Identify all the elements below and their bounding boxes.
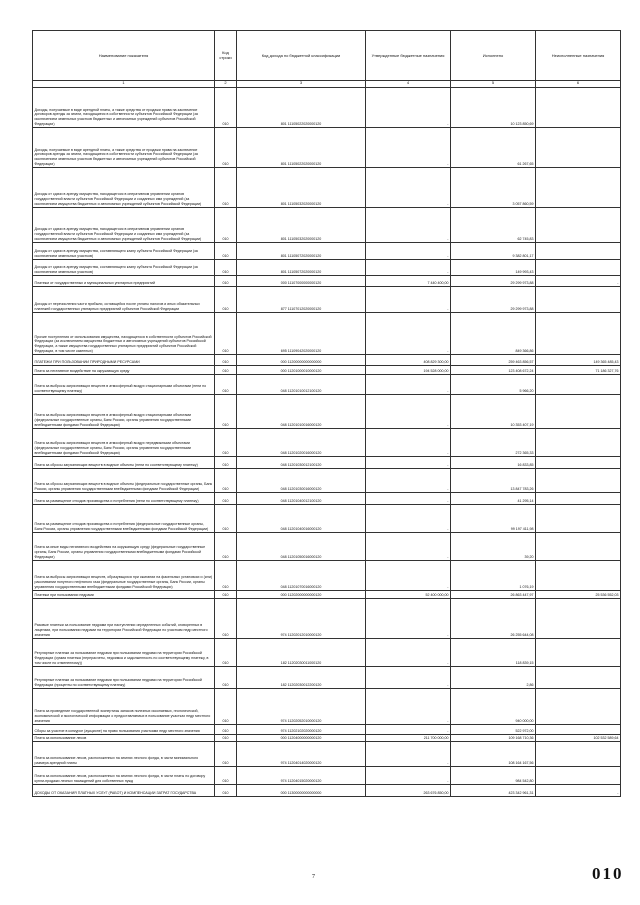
row-code: 010 — [215, 784, 237, 796]
row-budget-code: 974 11204015020000120 — [237, 766, 366, 784]
row-unexecuted — [536, 598, 621, 638]
row-name: Доходы от сдачи в аренду имущества, составляющего казну субъекта Российской Федерации (за исключением земельных участков) — [33, 242, 215, 259]
table-row — [33, 374, 621, 394]
row-code: 010 — [215, 87, 237, 127]
row-approved: 211 700 000,00 — [366, 734, 451, 741]
header-budget-code: Код дохода по бюджетной классификации — [237, 31, 366, 81]
colnum: 3 — [237, 80, 366, 87]
row-code: 010 — [215, 456, 237, 468]
row-executed: 2,86 — [451, 666, 536, 688]
row-budget-code: 048 11201040012100120 — [237, 492, 366, 504]
row-budget-code: 000 11204000000000120 — [237, 734, 366, 741]
row-executed: 522 972,00 — [451, 724, 536, 734]
row-budget-code: 801 11105072020000120 — [237, 242, 366, 259]
row-name: Доходы, получаемые в виде арендной платы, а также средства от продажи права на заключение договоров аренды за земли, находящиеся в собственности субъектов Российской Федерации (за исключением земельных участков бюджетных и автономных учреждений субъектов Российской Федерации) — [33, 87, 215, 127]
row-unexecuted: 149 365 485,43 — [536, 354, 621, 365]
row-name: Плата за выбросы загрязняющих веществ в атмосферный воздух передвижными объектами (федеральные государственные органы, Банк России, органы управления государственными внебюджетными фондами Российской Федерации) — [33, 428, 215, 456]
table-row — [33, 492, 621, 504]
row-unexecuted: - — [536, 784, 621, 796]
row-executed: 99 197 411,98 — [451, 504, 536, 532]
row-code: 010 — [215, 365, 237, 374]
header-unexecuted: Неисполненные назначения — [536, 31, 621, 81]
row-code: 010 — [215, 468, 237, 492]
table-row — [33, 724, 621, 734]
row-unexecuted — [536, 468, 621, 492]
row-executed: 423 342 961,31 — [451, 784, 536, 796]
row-code: 010 — [215, 741, 237, 766]
row-approved: - — [366, 741, 451, 766]
row-approved: 263 676 850,00 — [366, 784, 451, 796]
row-approved: - — [366, 207, 451, 242]
row-approved: - — [366, 394, 451, 428]
row-code: 010 — [215, 598, 237, 638]
row-approved: - — [366, 242, 451, 259]
table-row — [33, 354, 621, 365]
row-approved: - — [366, 560, 451, 590]
row-budget-code: 000 11202000000000120 — [237, 590, 366, 598]
row-approved: - — [366, 374, 451, 394]
row-approved: - — [366, 259, 451, 275]
row-name: Доходы от сдачи в аренду имущества, находящегося в оперативном управлении органов государственной власти субъектов Российской Федерации и созданных ими учреждений (за исключением имущества бюджетных и автономных учреждений субъектов Российской Федерации) — [33, 207, 215, 242]
row-name: Платежи от государственных и муниципальных унитарных предприятий — [33, 275, 215, 286]
colnum: 6 — [536, 80, 621, 87]
row-approved: - — [366, 456, 451, 468]
row-code: 010 — [215, 766, 237, 784]
row-budget-code: 974 11204014020000120 — [237, 741, 366, 766]
row-unexecuted — [536, 87, 621, 127]
revenue-table — [32, 30, 621, 797]
row-name: ПЛАТЕЖИ ПРИ ПОЛЬЗОВАНИИ ПРИРОДНЫМИ РЕСУРСАМИ — [33, 354, 215, 365]
row-name: Сборы за участие в конкурсе (аукционе) на право пользования участками недр местного значения — [33, 724, 215, 734]
row-name: Плата за размещение отходов производства и потребления (федеральные государственные органы, Банк России, органы управления государственными внебюджетными фондами Российской Федерации) — [33, 504, 215, 532]
row-budget-code: 048 11201040016000120 — [237, 504, 366, 532]
row-name: Доходы от сдачи в аренду имущества, находящегося в оперативном управлении органов государственной власти субъектов Российской Федерации и созданных ими учреждений (за исключением имущества бюджетных и автономных учреждений субъектов Российской Федерации) — [33, 167, 215, 207]
table-row — [33, 590, 621, 598]
row-unexecuted: - — [536, 275, 621, 286]
row-unexecuted — [536, 394, 621, 428]
page-number: 7 — [312, 874, 315, 880]
row-name: Плата за сбросы загрязняющих веществ в водные объекты (пени по соответствующему платежу) — [33, 456, 215, 468]
row-approved: - — [366, 766, 451, 784]
row-name: Доходы, получаемые в виде арендной платы, а также средства от продажи права на заключение договоров аренды за земли, находящиеся в собственности субъектов Российской Федерации (за исключением земельных участков бюджетных и автономных учреждений субъектов Российской Федерации) — [33, 127, 215, 167]
row-unexecuted — [536, 374, 621, 394]
row-approved: - — [366, 167, 451, 207]
table-row — [33, 504, 621, 532]
row-budget-code: 048 11201050016000120 — [237, 532, 366, 560]
row-executed: 26 255 644,08 — [451, 598, 536, 638]
row-code: 010 — [215, 354, 237, 365]
row-unexecuted — [536, 167, 621, 207]
row-name: Плата за размещение отходов производства и потребления (пени по соответствующему платежу) — [33, 492, 215, 504]
row-executed: 26 863 447,97 — [451, 590, 536, 598]
row-name: Плата за иные виды негативного воздействия на окружающую среду (федеральные государственные органы, Банк России, органы управления государственными внебюджетными фондами Российской Федерации) — [33, 532, 215, 560]
row-code: 010 — [215, 590, 237, 598]
table-row — [33, 638, 621, 666]
row-code: 010 — [215, 532, 237, 560]
row-unexecuted — [536, 638, 621, 666]
table-row — [33, 87, 621, 127]
row-executed: 29 299 973,88 — [451, 286, 536, 312]
row-name: Плата за проведение государственной экспертизы запасов полезных ископаемых, геологической, экономической и экологической информации о предоставляемых в пользование участках недр местного значения — [33, 688, 215, 724]
row-code: 010 — [215, 734, 237, 741]
row-unexecuted — [536, 504, 621, 532]
row-approved: - — [366, 127, 451, 167]
row-name: Плата за негативное воздействие на окружающую среду — [33, 365, 215, 374]
row-budget-code: 000 11300000000000000 — [237, 784, 366, 796]
table-row — [33, 127, 621, 167]
row-budget-code: 048 11201010016000120 — [237, 394, 366, 428]
row-executed: 62 745,83 — [451, 207, 536, 242]
row-unexecuted: 71 186 327,76 — [536, 365, 621, 374]
row-unexecuted — [536, 532, 621, 560]
row-budget-code: 048 11201010012100120 — [237, 374, 366, 394]
row-code: 010 — [215, 242, 237, 259]
row-approved: - — [366, 286, 451, 312]
row-name: Плата за сбросы загрязняющих веществ в водные объекты (федеральные государственные органы, Банк России, органы управления государственными внебюджетными фондами Российской Федерации) — [33, 468, 215, 492]
table-row — [33, 259, 621, 275]
row-name: Плата за выбросы загрязняющих веществ в атмосферный воздух стационарными объектами (федеральные государственные органы, Банк России, органы управления государственными внебюджетными фондами Российской Федерации) — [33, 394, 215, 428]
row-executed: 10 353 407,19 — [451, 394, 536, 428]
row-code: 010 — [215, 638, 237, 666]
row-code: 010 — [215, 560, 237, 590]
row-executed: 984 542,80 — [451, 766, 536, 784]
row-approved: - — [366, 638, 451, 666]
table-row — [33, 207, 621, 242]
row-executed: 149 993,43 — [451, 259, 536, 275]
row-approved: - — [366, 312, 451, 354]
table-row — [33, 468, 621, 492]
row-code: 010 — [215, 286, 237, 312]
table-row — [33, 365, 621, 374]
row-unexecuted — [536, 492, 621, 504]
row-name: Плата за выбросы загрязняющих веществ, образующихся при сжигании на факельных установках и (или) рассеивании попутного нефтяного газа (федеральные государственные органы, Банк России, органы управления государственными внебюджетными фондами Российской Федерации) — [33, 560, 215, 590]
row-name: Плата за выбросы загрязняющих веществ в атмосферный воздух стационарными объектами (пени по соответствующему платежу) — [33, 374, 215, 394]
row-budget-code: 000 11107000000000120 — [237, 275, 366, 286]
row-approved: - — [366, 468, 451, 492]
row-budget-code: 801 11105022020000120 — [237, 87, 366, 127]
row-code: 010 — [215, 492, 237, 504]
row-approved: 7 440 400,00 — [366, 275, 451, 286]
row-code: 010 — [215, 724, 237, 734]
row-budget-code: 801 11105022020000120 — [237, 127, 366, 167]
row-code: 010 — [215, 504, 237, 532]
row-unexecuted: 25 536 552,03 — [536, 590, 621, 598]
row-executed: 123 408 672,24 — [451, 365, 536, 374]
row-unexecuted — [536, 242, 621, 259]
row-unexecuted — [536, 312, 621, 354]
row-name: ДОХОДЫ ОТ ОКАЗАНИЯ ПЛАТНЫХ УСЛУГ (РАБОТ) И КОМПЕНСАЦИИ ЗАТРАТ ГОСУДАРСТВА — [33, 784, 215, 796]
row-budget-code: 695 11109042020000120 — [237, 312, 366, 354]
table-row — [33, 312, 621, 354]
row-approved: - — [366, 724, 451, 734]
row-budget-code: 182 11202030012200120 — [237, 666, 366, 688]
row-unexecuted — [536, 207, 621, 242]
table-row — [33, 688, 621, 724]
row-budget-code: 182 11202030011000120 — [237, 638, 366, 666]
row-unexecuted — [536, 666, 621, 688]
row-code: 010 — [215, 666, 237, 688]
report-sheet — [32, 30, 620, 797]
row-unexecuted — [536, 766, 621, 784]
line-code-stamp: 010 — [592, 864, 624, 883]
table-row — [33, 598, 621, 638]
row-executed: 61 267,65 — [451, 127, 536, 167]
row-name: Плата за использование лесов, расположенных на землях лесного фонда, в части минимального размера арендной платы — [33, 741, 215, 766]
row-unexecuted — [536, 688, 621, 724]
row-approved: - — [366, 504, 451, 532]
table-row — [33, 428, 621, 456]
row-approved: - — [366, 428, 451, 456]
header-name: Наименование показателя — [33, 31, 215, 81]
row-unexecuted — [536, 259, 621, 275]
row-approved: - — [366, 666, 451, 688]
row-name: Регулярные платежи за пользование недрами при пользовании недрами на территории Российской Федерации (сумма платежа (перерасчеты, недоимка и задолженность по соответствующему платежу, в том числе по отмененному)) — [33, 638, 215, 666]
row-approved: - — [366, 688, 451, 724]
table-row — [33, 275, 621, 286]
table-row — [33, 286, 621, 312]
table-row — [33, 167, 621, 207]
row-executed: 108 164 167,56 — [451, 741, 536, 766]
row-executed: 29 299 973,88 — [451, 275, 536, 286]
colnum: 4 — [366, 80, 451, 87]
row-unexecuted — [536, 286, 621, 312]
row-executed: 10 123 850,69 — [451, 87, 536, 127]
row-unexecuted — [536, 428, 621, 456]
header-code: Код строки — [215, 31, 237, 81]
row-name: Прочие поступления от использования имущества, находящегося в собственности субъектов Российской Федерации (за исключением имущества бюджетных и автономных учреждений субъектов Российской Федерации, а также имущества государственных унитарных предприятий субъектов Российской Федерации, в том числе казенных) — [33, 312, 215, 354]
header-executed: Исполнено — [451, 31, 536, 81]
row-approved: - — [366, 87, 451, 127]
row-budget-code: 974 11202052010000120 — [237, 688, 366, 724]
row-approved: 408 829 300,00 — [366, 354, 451, 365]
row-budget-code: 048 11201030012100120 — [237, 456, 366, 468]
row-executed: 259 463 856,57 — [451, 354, 536, 365]
row-budget-code: 000 11201000010000120 — [237, 365, 366, 374]
row-approved: - — [366, 532, 451, 560]
row-budget-code: 801 11105032020000120 — [237, 207, 366, 242]
row-name: Разовые платежи за пользование недрами при наступлении определенных событий, оговоренных в лицензии, при пользовании недрами на территории Российской Федерации по участкам недр местного значения — [33, 598, 215, 638]
row-name: Плата за использование лесов, расположенных на землях лесного фонда, в части платы по договору купли-продажи лесных насаждений для собственных нужд — [33, 766, 215, 784]
column-numbers-row — [33, 80, 621, 87]
row-budget-code: 048 11201020016000120 — [237, 428, 366, 456]
table-row — [33, 394, 621, 428]
row-name: Платежи при пользовании недрами — [33, 590, 215, 598]
table-row — [33, 766, 621, 784]
row-executed: 13 847 783,26 — [451, 468, 536, 492]
row-unexecuted — [536, 560, 621, 590]
row-unexecuted — [536, 127, 621, 167]
row-budget-code: 877 11107012020000120 — [237, 286, 366, 312]
row-code: 010 — [215, 688, 237, 724]
row-code: 010 — [215, 374, 237, 394]
row-approved: - — [366, 598, 451, 638]
colnum: 1 — [33, 80, 215, 87]
row-executed: 272 365,33 — [451, 428, 536, 456]
row-code: 010 — [215, 428, 237, 456]
row-executed: 1 076,19 — [451, 560, 536, 590]
table-row — [33, 734, 621, 741]
row-budget-code: 974 11202012010000120 — [237, 598, 366, 638]
row-executed: 849 366,86 — [451, 312, 536, 354]
row-code: 010 — [215, 394, 237, 428]
row-executed: 118 839,15 — [451, 638, 536, 666]
row-executed: 16 833,85 — [451, 456, 536, 468]
row-executed: 3 057 860,59 — [451, 167, 536, 207]
table-row — [33, 456, 621, 468]
table-row — [33, 784, 621, 796]
table-row — [33, 532, 621, 560]
colnum: 5 — [451, 80, 536, 87]
row-approved: - — [366, 492, 451, 504]
row-name: Доходы от сдачи в аренду имущества, составляющего казну субъекта Российской Федерации (за исключением земельных участков) — [33, 259, 215, 275]
row-unexecuted: 102 532 589,64 — [536, 734, 621, 741]
table-row — [33, 242, 621, 259]
row-executed: 109 168 710,36 — [451, 734, 536, 741]
row-code: 010 — [215, 259, 237, 275]
row-executed: 9 382 801,17 — [451, 242, 536, 259]
row-executed: 5 966,20 — [451, 374, 536, 394]
header-approved: Утвержденные бюджетные назначения — [366, 31, 451, 81]
row-code: 010 — [215, 127, 237, 167]
row-name: Доходы от перечисления части прибыли, остающейся после уплаты налогов и иных обязательных платежей государственных унитарных предприятий субъектов Российской Федерации — [33, 286, 215, 312]
row-approved: 194 528 000,00 — [366, 365, 451, 374]
colnum: 2 — [215, 80, 237, 87]
row-code: 010 — [215, 167, 237, 207]
row-name: Плата за использование лесов — [33, 734, 215, 741]
row-unexecuted — [536, 456, 621, 468]
table-header-row — [33, 31, 621, 81]
row-code: 010 — [215, 312, 237, 354]
row-code: 010 — [215, 275, 237, 286]
row-budget-code: 801 11105072020000120 — [237, 259, 366, 275]
table-row — [33, 560, 621, 590]
row-budget-code: 048 11201030016000120 — [237, 468, 366, 492]
row-executed: 940 000,00 — [451, 688, 536, 724]
row-code: 010 — [215, 207, 237, 242]
row-executed: 39,20 — [451, 532, 536, 560]
table-row — [33, 741, 621, 766]
row-budget-code: 048 11201070016000120 — [237, 560, 366, 590]
table-row — [33, 666, 621, 688]
row-unexecuted — [536, 724, 621, 734]
row-executed: 41 295,14 — [451, 492, 536, 504]
row-budget-code: 000 11200000000000000 — [237, 354, 366, 365]
row-approved: 52 400 000,00 — [366, 590, 451, 598]
row-budget-code: 801 11105032020000120 — [237, 167, 366, 207]
row-name: Регулярные платежи за пользование недрами при пользовании недрами на территории Российской Федерации (проценты по соответствующему платежу) — [33, 666, 215, 688]
row-budget-code: 974 11202102020000120 — [237, 724, 366, 734]
row-unexecuted — [536, 741, 621, 766]
